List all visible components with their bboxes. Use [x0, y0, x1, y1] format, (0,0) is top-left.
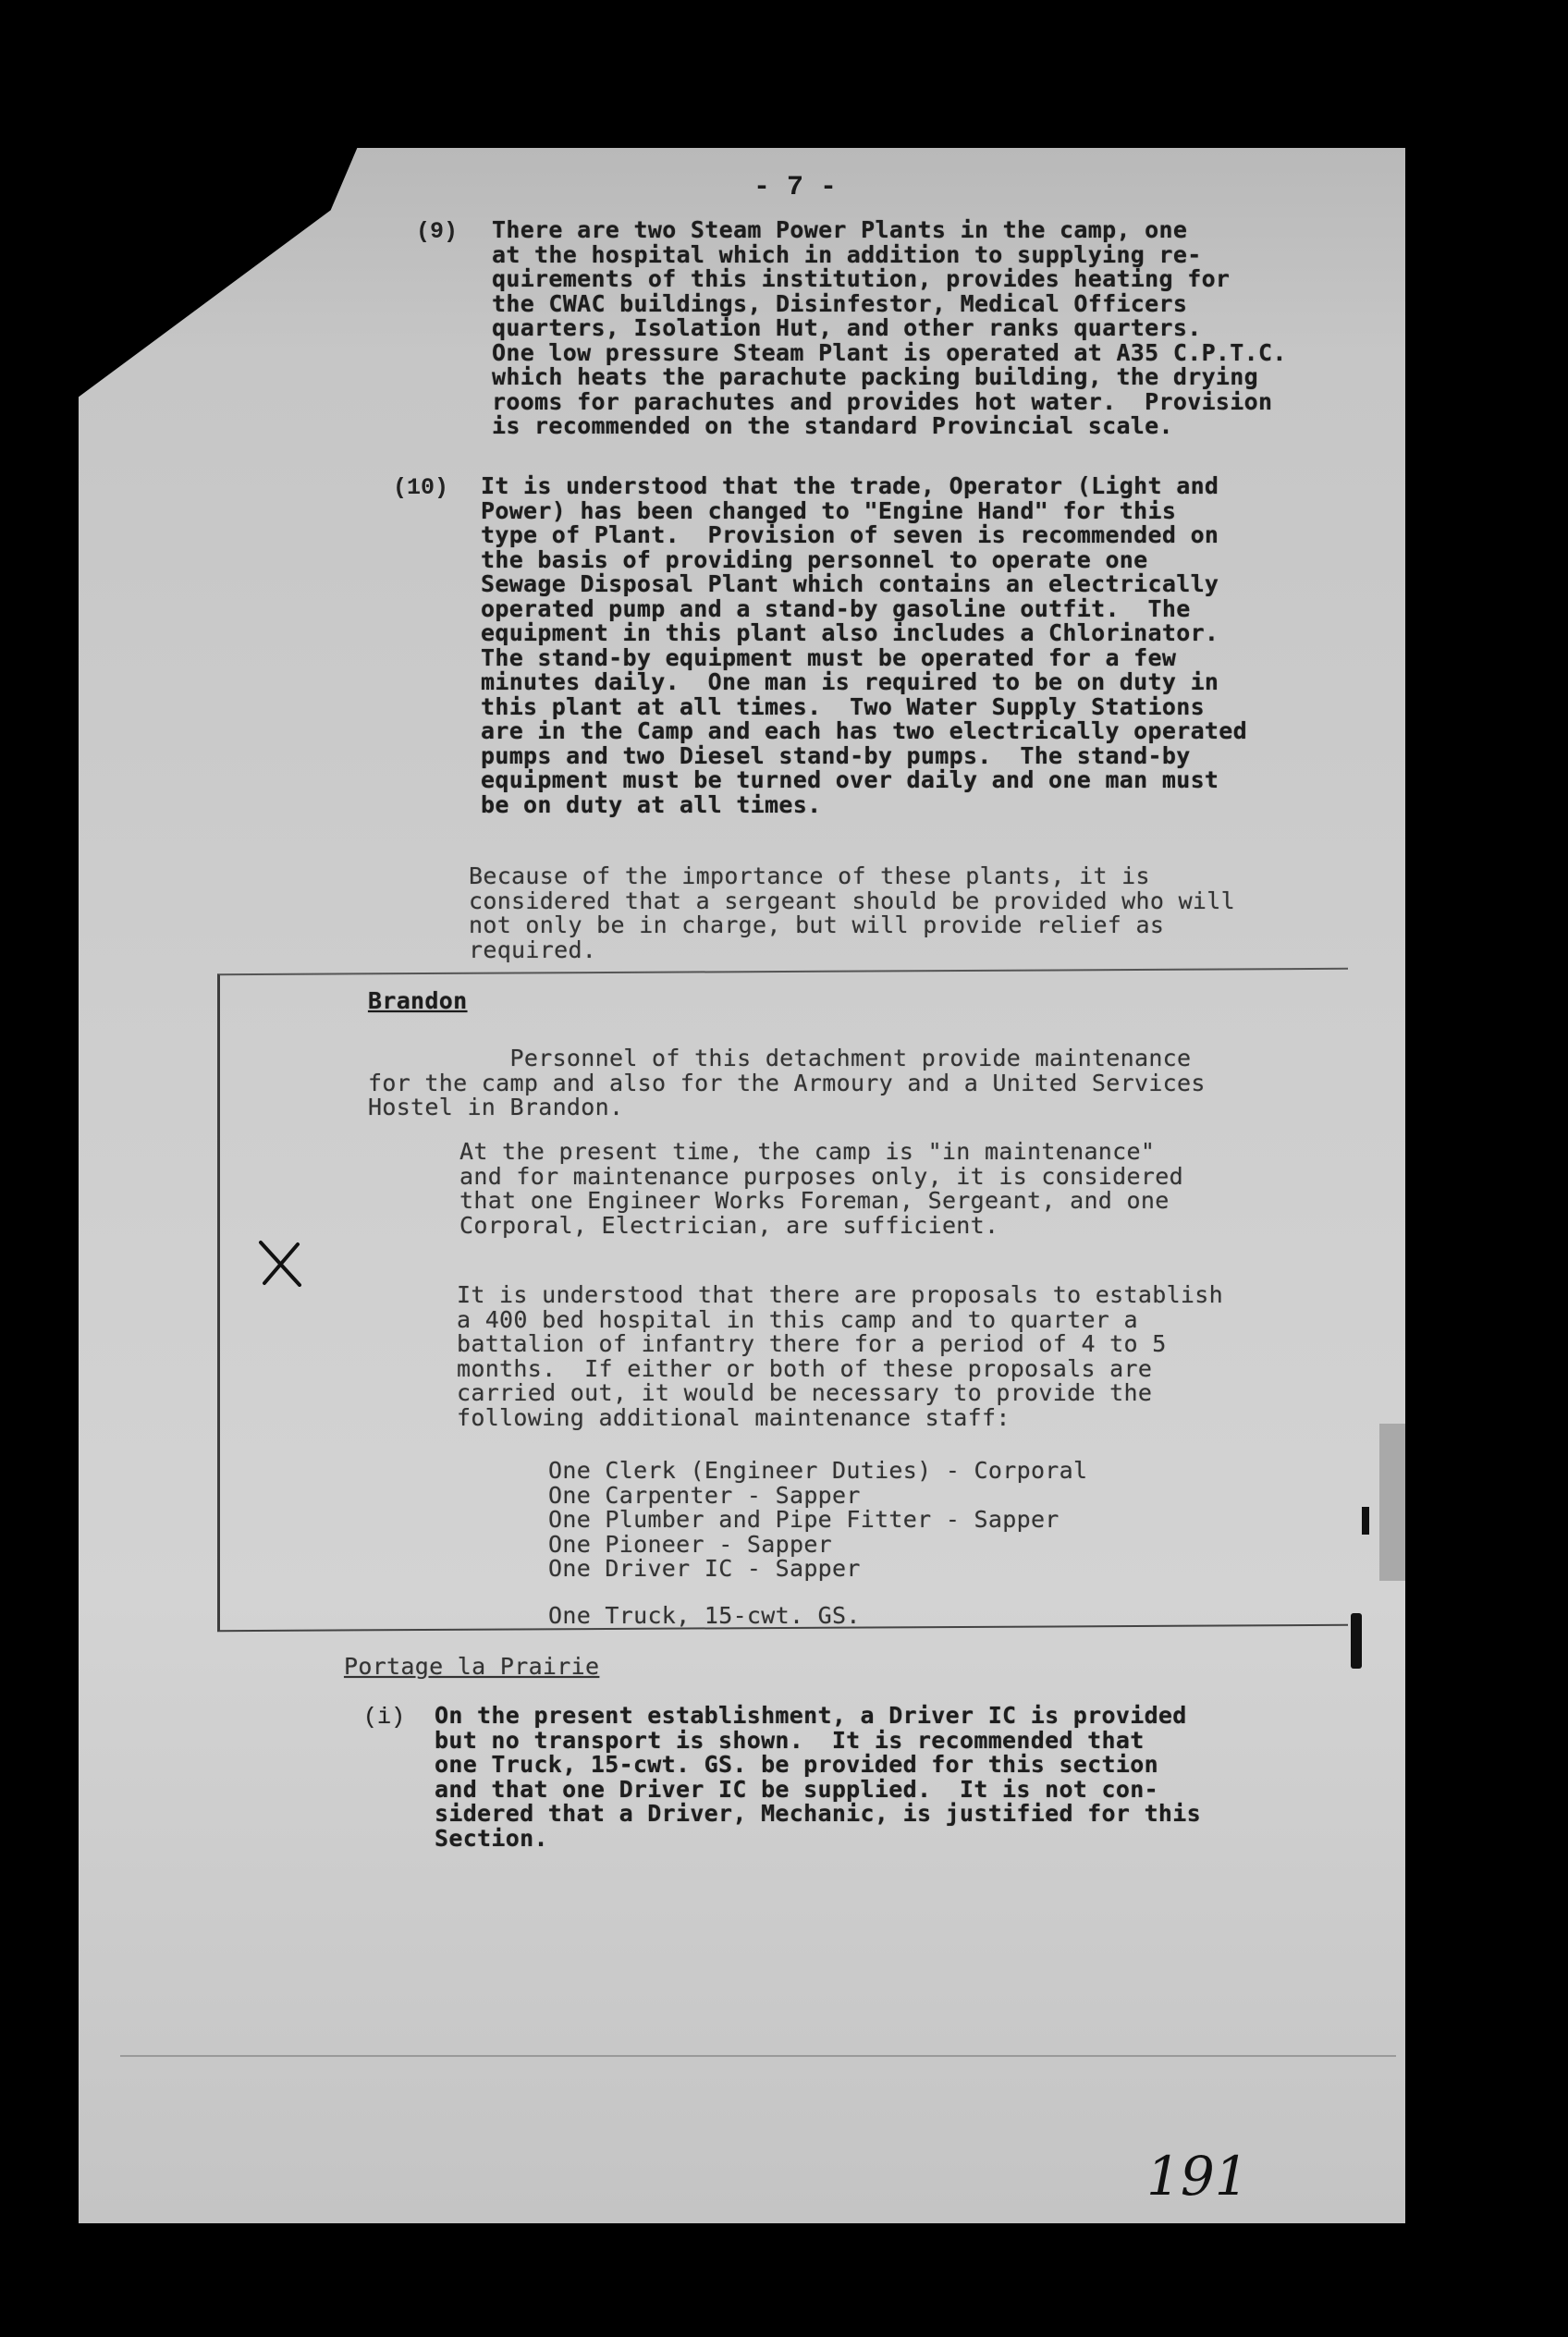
edge-mark — [1362, 1507, 1369, 1535]
truck-line: One Truck, 15-cwt. GS. — [548, 1602, 861, 1629]
edge-mark — [1351, 1613, 1362, 1669]
para-10-text: It is understood that the trade, Operator (Light and Power) has been changed to "Engine Hand" for this type of Plant. Provision of seven is recommended on the basis of providing personnel to operate one Sewage Disposal Plant which contains an electrically operated pump and a stand-by gasoline outfit. The equipment in this plant also includes a Chlorinator. The stand-by equipment must be operated for a few minutes daily. One man is required to be on duty in this plant at all times. Two Water Supply Stations are in the Camp and each has two electrically operated pumps and two Diesel stand-by pumps. The stand-by equipment must be turned over daily and one man must be on duty at all times. — [481, 472, 1247, 818]
brandon-paragraph-3: It is understood that there are proposals to establish a 400 bed hospital in this camp and to quarter a battalion of infantry there for a period of 4 to 5 months. If either or both of these proposals are carried out, it would be necessary to provide the following additional maintenance staff: — [457, 1281, 1223, 1431]
staff-item: One Carpenter - Sapper — [548, 1481, 861, 1509]
para-9-text: There are two Steam Power Plants in the camp, one at the hospital which in addition to supplying re- quirements of this institution, provides heating for the CWAC buildings, Disinfestor, Medical Officers quarters, Isolation Hut, and other ranks quarters. One low pressure Steam Plant is operated at A35 C.P.T.C. which heats the parachute packing building, the drying rooms for parachutes and provides hot water. Provision is recommended on the standard Provincial scale. — [492, 216, 1287, 439]
brandon-paragraph-2: At the present time, the camp is "in maintenance" and for maintenance purposes only, it is considered that one Engineer Works Foreman, Sergeant, and one Corporal, Electrician, are sufficient. — [459, 1138, 1183, 1239]
brandon-heading: Brandon — [368, 987, 468, 1014]
staff-item: One Pioneer - Sapper — [548, 1530, 833, 1558]
handwritten-x-mark — [257, 1239, 305, 1287]
para-10-text-continued: Because of the importance of these plants, it is considered that a sergeant should be provided who will not only be in charge, but will provide relief as required. — [469, 863, 1235, 963]
staff-item: One Plumber and Pipe Fitter - Sapper — [548, 1506, 1060, 1533]
staff-item: One Driver IC - Sapper — [548, 1555, 861, 1582]
brandon-paragraph-1: Personnel of this detachment provide maintenance for the camp and also for the Armoury and a United Services Hostel in Brandon. — [368, 1045, 1206, 1120]
portage-item-number: (i) — [363, 1704, 406, 1731]
para-9-number: (9) — [416, 218, 459, 245]
staff-item: One Clerk (Engineer Duties) - Corporal — [548, 1457, 1088, 1484]
staff-list — [548, 1459, 1087, 1582]
portage-heading: Portage la Prairie — [344, 1653, 600, 1680]
handwritten-page-number: 191 — [1146, 2145, 1249, 2208]
page-number: - 7 - — [753, 172, 838, 203]
portage-item-text: On the present establishment, a Driver IC is provided but no transport is shown. It is recommended that one Truck, 15-cwt. GS. be provided for this section and that one Driver IC be supplied. It is not con- sidered that a Driver, Mechanic, is justified for this Section. — [435, 1702, 1201, 1852]
para-10-number: (10) — [393, 474, 449, 501]
divider-line — [120, 2055, 1396, 2057]
paper-fold-shadow — [1379, 1424, 1405, 1581]
